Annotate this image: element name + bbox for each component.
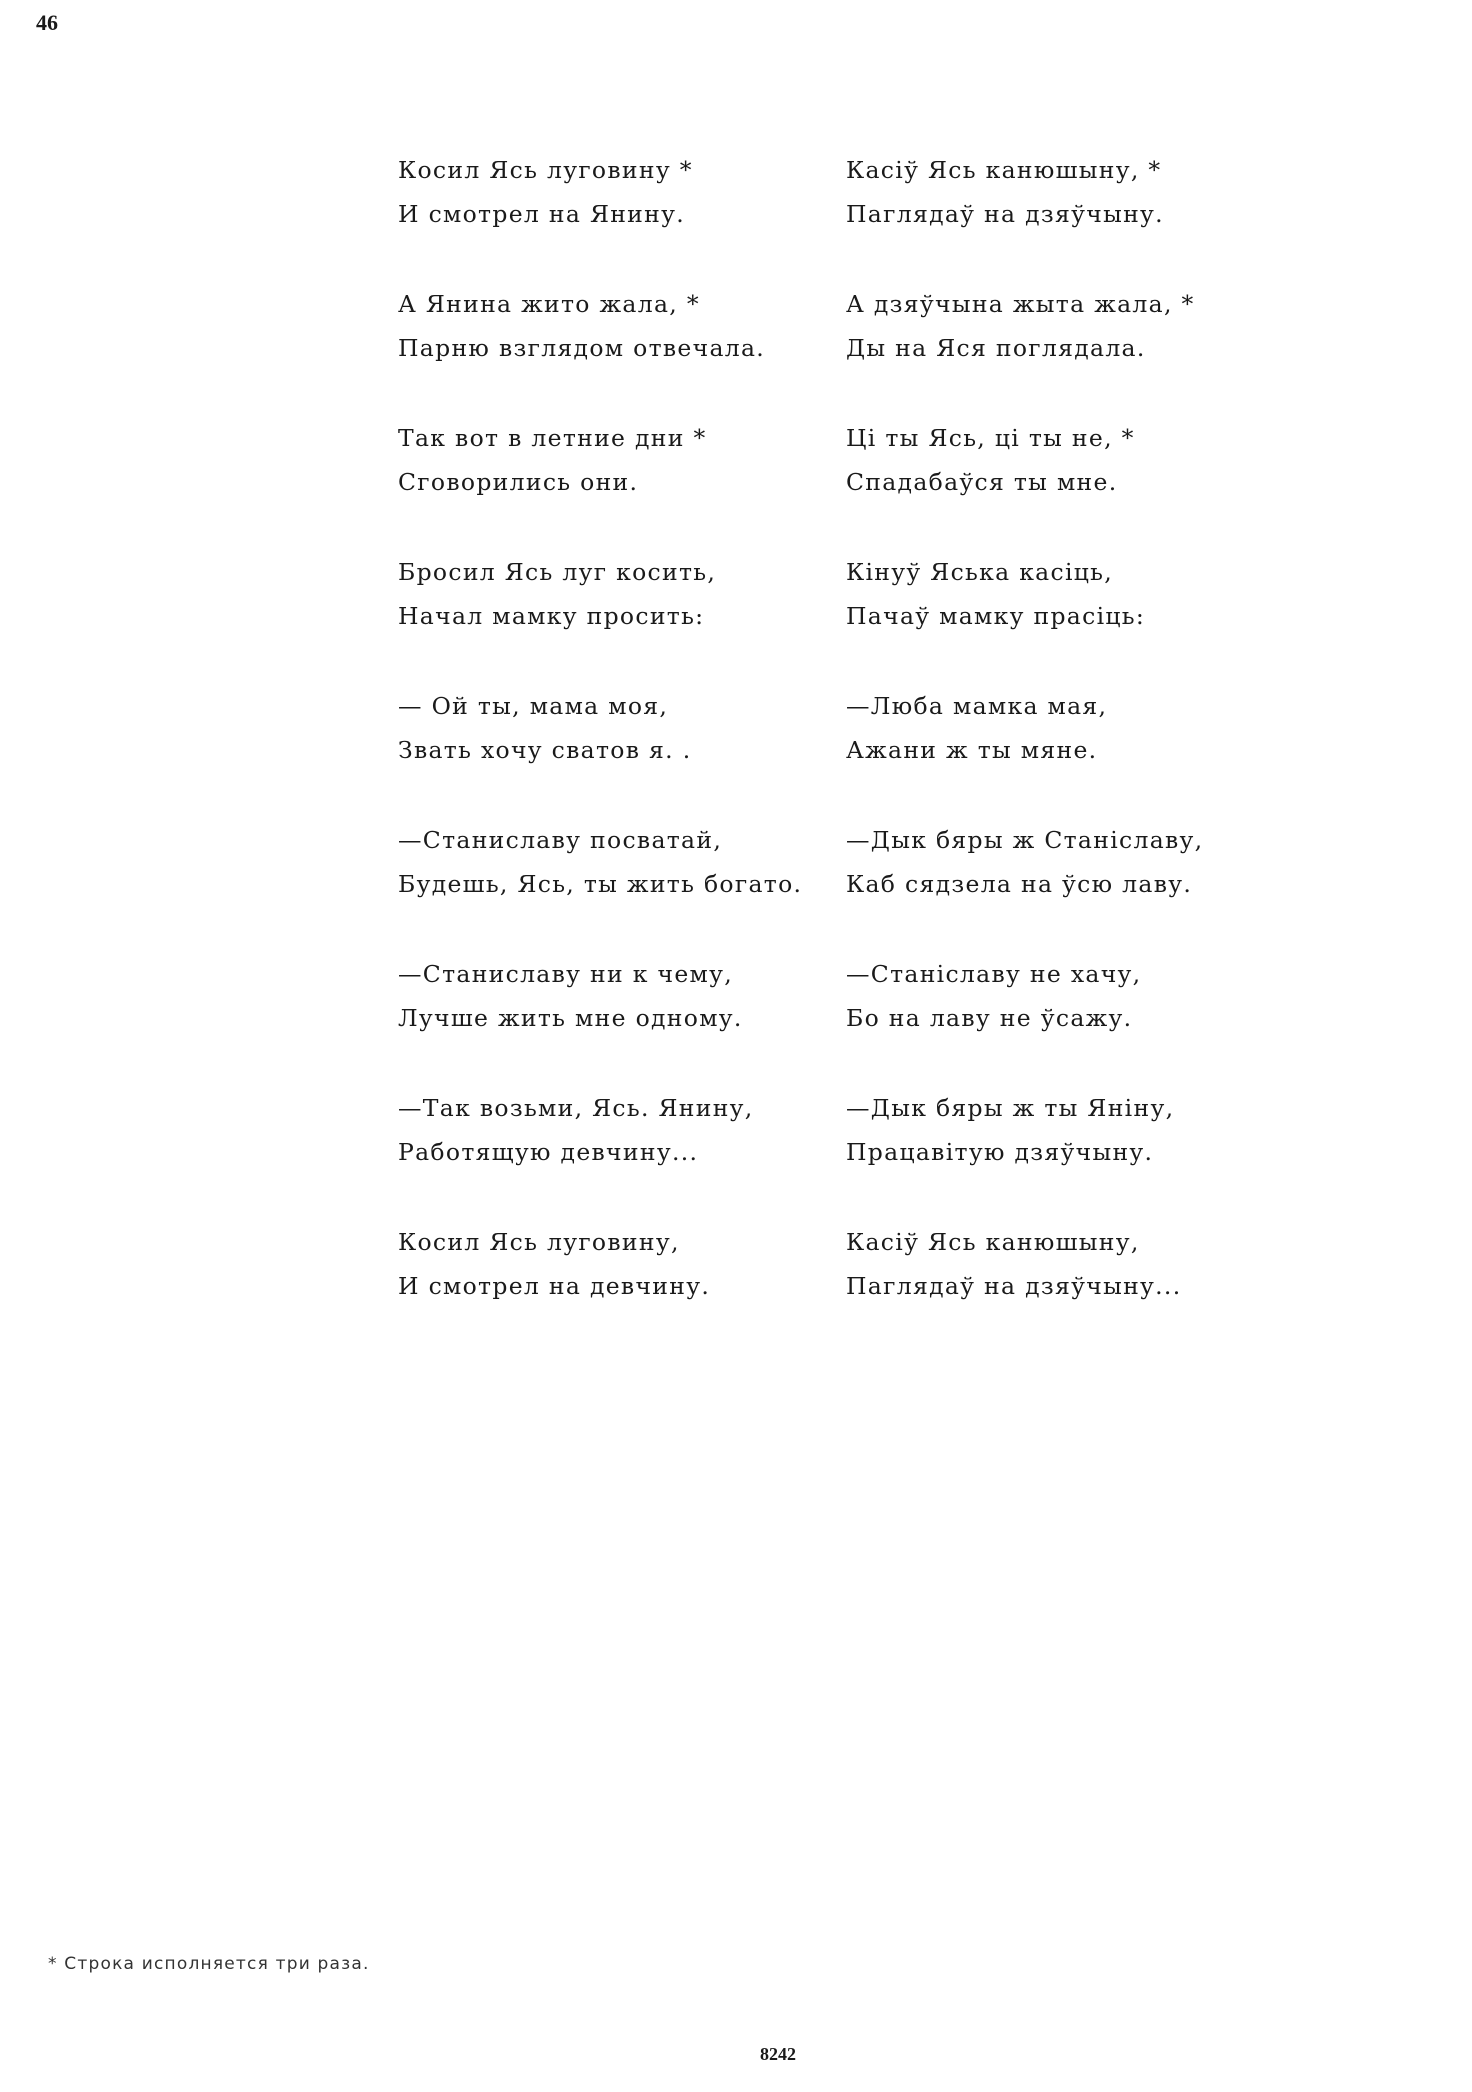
footnote: * Строка исполняется три раза. [48,1954,370,1974]
belarusian-text [846,684,1286,772]
verse-line: Лучше жить мне одному. [398,1004,743,1032]
verse-line: Працавітую дзяўчыну. [846,1138,1154,1166]
verse-line: Работящую девчину... [398,1138,699,1166]
verse-line: —Станиславу ни к чему, [398,960,734,988]
page-number: 46 [36,10,58,35]
verse-line: Пaглядаў на дзяўчыну. [846,200,1164,228]
russian-text [398,952,838,1040]
verse-line: Парню взглядом отвечала. [398,334,766,362]
verse-line: Будешь, Ясь, ты жить богато. [398,870,803,898]
verse-line: — Ой ты, мама моя, [398,692,669,720]
russian-text [398,282,838,370]
verse-line: Касіў Ясь канюшыну, [846,1228,1140,1256]
verse-line: Кінуў Яська касіць, [846,558,1114,586]
stanza-2 [398,282,1398,372]
russian-text [398,818,838,906]
verse-line: И смотрел на Янину. [398,200,686,228]
verse-line: Косил Ясь луговину * [398,156,693,184]
verse-line: Начал мамку просить: [398,602,705,630]
stanza-1 [398,148,1398,238]
verse-line: Паглядаў на дзяўчыну... [846,1272,1182,1300]
verse-line: Звать хочу сватов я. . [398,736,692,764]
russian-text [398,1086,838,1174]
verse-line: —Дык бяры ж ты Яніну, [846,1094,1175,1122]
verse-line: —Дык бяры ж Станіславу, [846,826,1204,854]
verse-line: И смотрел на девчину. [398,1272,711,1300]
verse-line: А дзяўчына жыта жала, * [846,290,1195,318]
belarusian-text [846,818,1286,906]
belarusian-text [846,952,1286,1040]
belarusian-text [846,282,1286,370]
verse-line: Ці ты Ясь, ці ты не, * [846,424,1135,452]
belarusian-text [846,148,1286,236]
stanza-9 [398,1220,1398,1310]
russian-text [398,550,838,638]
verse-line: Ажани ж ты мяне. [846,736,1098,764]
belarusian-text [846,1220,1286,1308]
stanza-3 [398,416,1398,506]
belarusian-text [846,416,1286,504]
belarusian-text [846,1086,1286,1174]
stanza-4 [398,550,1398,640]
stanza-6 [398,818,1398,908]
verse-line: —Станиславу посватай, [398,826,723,854]
verse-line: Бросил Ясь луг косить, [398,558,717,586]
verse-line: Ды на Яся поглядала. [846,334,1146,362]
verse-line: Косил Ясь луговину, [398,1228,680,1256]
russian-text [398,416,838,504]
stanza-7 [398,952,1398,1042]
russian-text [398,684,838,772]
verse-line: —Люба мамка мая, [846,692,1108,720]
russian-text [398,1220,838,1308]
verse-line: Бо на лаву не ўсажу. [846,1004,1133,1032]
stanza-8 [398,1086,1398,1176]
print-code: 8242 [760,2044,796,2064]
verse-line: Касіў Ясь канюшыну, * [846,156,1162,184]
verse-line: —Так возьми, Ясь. Янину, [398,1094,754,1122]
verse-line: Спадабаўся ты мне. [846,468,1118,496]
russian-text [398,148,838,236]
stanza-5 [398,684,1398,774]
verse-line: Сговорились они. [398,468,639,496]
verse-line: Пачаў мамку прасіць: [846,602,1146,630]
verse-line: Каб сядзела на ўсю лаву. [846,870,1193,898]
verse-line: А Янина жито жала, * [398,290,700,318]
verse-line: —Станіславу не хачу, [846,960,1142,988]
belarusian-text [846,550,1286,638]
verse-line: Так вот в летние дни * [398,424,707,452]
